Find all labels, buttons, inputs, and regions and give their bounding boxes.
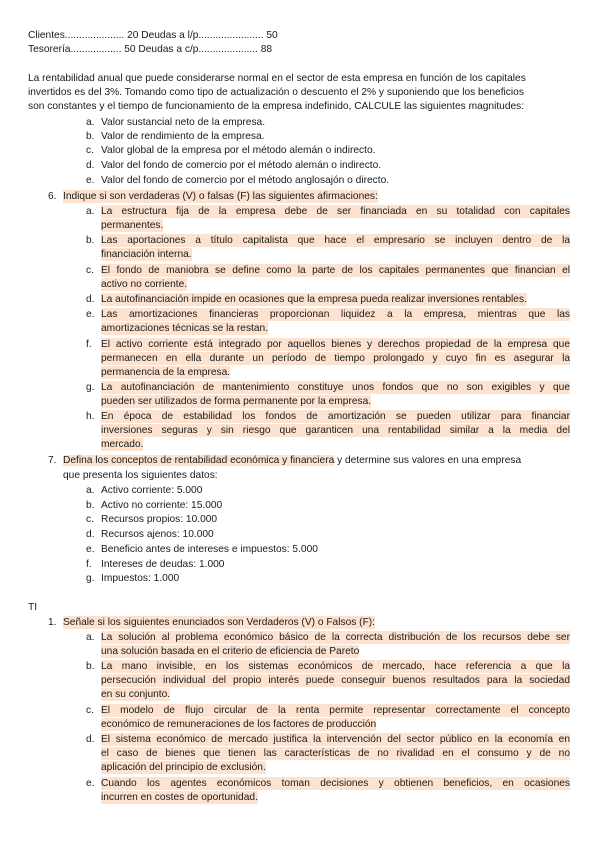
- list-item: Valor sustancial neto de la empresa.: [101, 117, 266, 128]
- item-label: a.: [86, 206, 95, 217]
- intro-line: La rentabilidad anual que puede considerarse normal en el sector de esta empresa en función de los capitales: [28, 73, 526, 84]
- data-item: Impuestos: 1.000: [101, 573, 180, 584]
- list-label: b.: [86, 131, 95, 142]
- statement-line: financiación interna.: [101, 249, 192, 260]
- list-label: d.: [86, 160, 95, 171]
- statement-line: La estructura fija de la empresa debe de ser financiada en su totalidad con capitales: [101, 206, 570, 217]
- item-label: h.: [86, 411, 95, 422]
- list-label: e.: [86, 175, 95, 186]
- data-label: g.: [86, 573, 95, 584]
- statement-line: inversiones seguras y sin riesgo que garanticen una rentabilidad similar a la media del: [101, 425, 570, 436]
- item-label: a.: [86, 632, 95, 643]
- statement-line: incurren en costes de oportunidad.: [101, 792, 258, 803]
- item-label: e.: [86, 309, 95, 320]
- statement-line: El fondo de maniobra se define como la parte de los capitales permanentes que financian el: [101, 265, 570, 276]
- statement-line: una solución basada en el criterio de eficiencia de Pareto: [101, 646, 360, 657]
- data-item: Recursos propios: 10.000: [101, 514, 218, 525]
- statement-line: Cuando los agentes económicos toman decisiones y obtienen beneficios, en ocasiones: [101, 778, 570, 789]
- data-label: d.: [86, 529, 95, 540]
- data-label: a.: [86, 485, 95, 496]
- data-item: Recursos ajenos: 10.000: [101, 529, 214, 540]
- list-item: Valor del fondo de comercio por el método anglosajón o directo.: [101, 175, 390, 186]
- data-item: Activo no corriente: 15.000: [101, 500, 223, 511]
- item-label: e.: [86, 778, 95, 789]
- statement-line: En época de estabilidad los fondos de amortización se pueden utilizar para financiar: [101, 411, 570, 422]
- statement-line: Las amortizaciones financieras proporcionan liquidez a la empresa, mientras que las: [101, 309, 570, 320]
- data-item: Activo corriente: 5.000: [101, 485, 203, 496]
- statement-line: activo no corriente.: [101, 279, 188, 290]
- statement-line: La autofinanciación impide en ocasiones que la empresa pueda realizar inversiones rentables.: [101, 294, 527, 305]
- statement-line: Las aportaciones a título capitalista que hace el empresario se incluyen dentro de la: [101, 235, 570, 246]
- statement-line: permanecen en ella durante un período de tiempo prolongado y cuyo fin es asegurar la: [101, 353, 570, 364]
- question-number: 7.: [48, 455, 57, 466]
- list-item: Valor global de la empresa por el método alemán o indirecto.: [101, 145, 376, 156]
- question-heading: Señale si los siguientes enunciados son Verdaderos (V) o Falsos (F):: [63, 617, 376, 628]
- data-item: Beneficio antes de intereses e impuestos: 5.000: [101, 544, 318, 555]
- statement-line: La mano invisible, en los sistemas económicos de mercado, hace referencia a que la: [101, 661, 570, 672]
- statement-line: La solución al problema económico básico de la correcta distribución de los recursos debe ser: [101, 632, 570, 643]
- statement-line: El activo corriente está integrado por aquellos bienes y derechos propiedad de la empresa que: [101, 339, 570, 350]
- statement-line: económico de remuneraciones de los factores de producción: [101, 719, 377, 730]
- data-label: f.: [86, 559, 92, 570]
- question-number: 6.: [48, 191, 57, 202]
- item-label: c.: [86, 705, 94, 716]
- balance-line: Tesorería.................. 50 Deudas a c/p..................... 88: [28, 44, 273, 55]
- data-label: c.: [86, 514, 94, 525]
- list-item: Valor del fondo de comercio por el método alemán o indirecto.: [101, 160, 382, 171]
- data-label: e.: [86, 544, 95, 555]
- heading-rest: y determine sus valores en una empresa: [334, 455, 522, 466]
- statement-line: El sistema económico de mercado justifica la intervención del sector público en la economía en: [101, 734, 570, 745]
- question-heading: [63, 454, 521, 467]
- statement-line: permanencia de la empresa.: [101, 367, 231, 378]
- list-label: a.: [86, 117, 95, 128]
- statement-line: amortizaciones técnicas se la restan.: [101, 323, 269, 334]
- question-number: 1.: [48, 617, 57, 628]
- question-heading-line2: que presenta los siguientes datos:: [63, 470, 218, 481]
- statement-line: permanentes.: [101, 220, 164, 231]
- statement-line: aplicación del principio de exclusión.: [101, 762, 266, 773]
- balance-line: Clientes..................... 20 Deudas a l/p....................... 50: [28, 30, 278, 41]
- list-label: c.: [86, 145, 94, 156]
- item-label: c.: [86, 265, 94, 276]
- item-label: d.: [86, 734, 95, 745]
- intro-line: invertidos es del 3%. Tomando como tipo de actualización o descuento el 2% y suponiendo que los beneficios: [28, 87, 524, 98]
- statement-line: El modelo de flujo circular de la renta permite representar correctamente el concepto: [101, 705, 570, 716]
- statement-line: mercado.: [101, 439, 144, 450]
- question-heading: Indique si son verdaderas (V) o falsas (F) las siguientes afirmaciones:: [63, 191, 378, 202]
- data-item: Intereses de deudas: 1.000: [101, 559, 225, 570]
- highlighted-text: Defina los conceptos de rentabilidad económica y financiera: [63, 455, 335, 466]
- data-label: b.: [86, 500, 95, 511]
- item-label: d.: [86, 294, 95, 305]
- statement-line: el caso de bienes que tienen las características de no rivalidad en el consumo y de no: [101, 748, 570, 759]
- statement-line: persecución individual del propio interés puede conseguir buenos resultados para la sociedad: [101, 675, 570, 686]
- statement-line: La autofinanciación de mantenimiento constituye unos fondos que no son exigibles y que: [101, 382, 570, 393]
- item-label: b.: [86, 661, 95, 672]
- intro-line: son constantes y el tiempo de funcionamiento de la empresa indefinido, CALCULE las siguientes magnitudes:: [28, 101, 525, 112]
- item-label: b.: [86, 235, 95, 246]
- item-label: f.: [86, 339, 92, 350]
- statement-line: en su conjunto.: [101, 689, 171, 700]
- item-label: g.: [86, 382, 95, 393]
- section-title: TI: [28, 602, 38, 613]
- statement-line: pueden ser utilizados de forma permanente por la empresa.: [101, 396, 372, 407]
- list-item: Valor de rendimiento de la empresa.: [101, 131, 265, 142]
